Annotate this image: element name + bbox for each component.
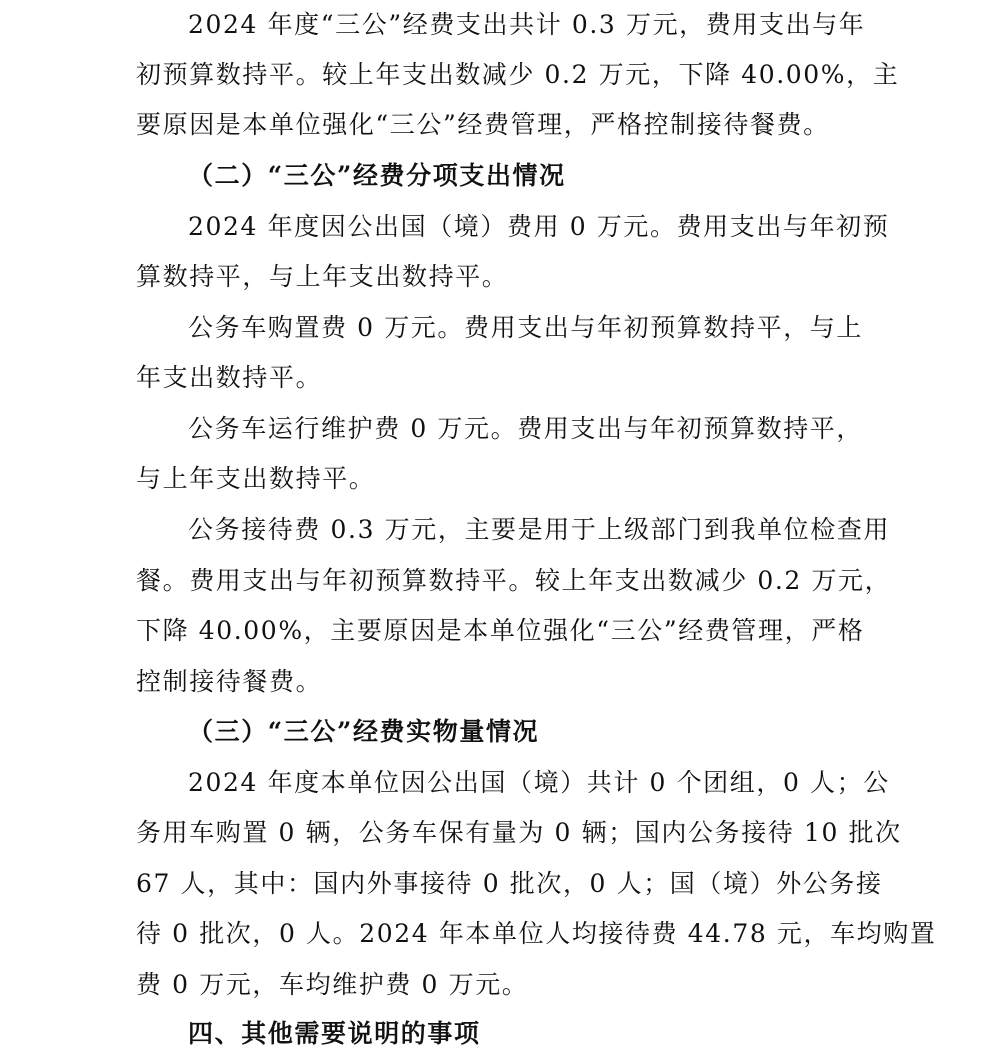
paragraph-line: 2024 年度本单位因公出国（境）共计 0 个团组，0 人；公 <box>188 768 890 797</box>
paragraph-line: 务用车购置 0 辆，公务车保有量为 0 辆；国内公务接待 10 批次 <box>136 818 902 847</box>
paragraph-line: 算数持平，与上年支出数持平。 <box>136 262 509 291</box>
paragraph-line: 要原因是本单位强化“三公”经费管理，严格控制接待餐费。 <box>136 110 830 139</box>
chapter-heading: 四、其他需要说明的事项 <box>188 1019 481 1048</box>
paragraph-line: 待 0 批次，0 人。2024 年本单位人均接待费 44.78 元，车均购置 <box>136 919 937 948</box>
paragraph-line: 公务接待费 0.3 万元，主要是用于上级部门到我单位检查用 <box>188 515 891 544</box>
section-heading: （二）“三公”经费分项支出情况 <box>188 161 566 190</box>
paragraph-line: 控制接待餐费。 <box>136 667 323 696</box>
paragraph-line: 费 0 万元，车均维护费 0 万元。 <box>136 970 529 999</box>
paragraph-line: 公务车购置费 0 万元。费用支出与年初预算数持平，与上 <box>188 313 864 342</box>
paragraph-line: 2024 年度“三公”经费支出共计 0.3 万元，费用支出与年 <box>188 10 866 39</box>
paragraph-line: 公务车运行维护费 0 万元。费用支出与年初预算数持平， <box>188 414 864 443</box>
paragraph-line: 初预算数持平。较上年支出数减少 0.2 万元，下降 40.00%，主 <box>136 60 900 89</box>
paragraph-line: 下降 40.00%，主要原因是本单位强化“三公”经费管理，严格 <box>136 616 865 645</box>
paragraph-line: 餐。费用支出与年初预算数持平。较上年支出数减少 0.2 万元， <box>136 566 892 595</box>
paragraph-line: 2024 年度因公出国（境）费用 0 万元。费用支出与年初预 <box>188 212 890 241</box>
paragraph-line: 年支出数持平。 <box>136 363 323 392</box>
section-heading: （三）“三公”经费实物量情况 <box>188 717 540 746</box>
paragraph-line: 67 人，其中：国内外事接待 0 批次，0 人；国（境）外公务接 <box>136 869 883 898</box>
paragraph-line: 与上年支出数持平。 <box>136 464 376 493</box>
